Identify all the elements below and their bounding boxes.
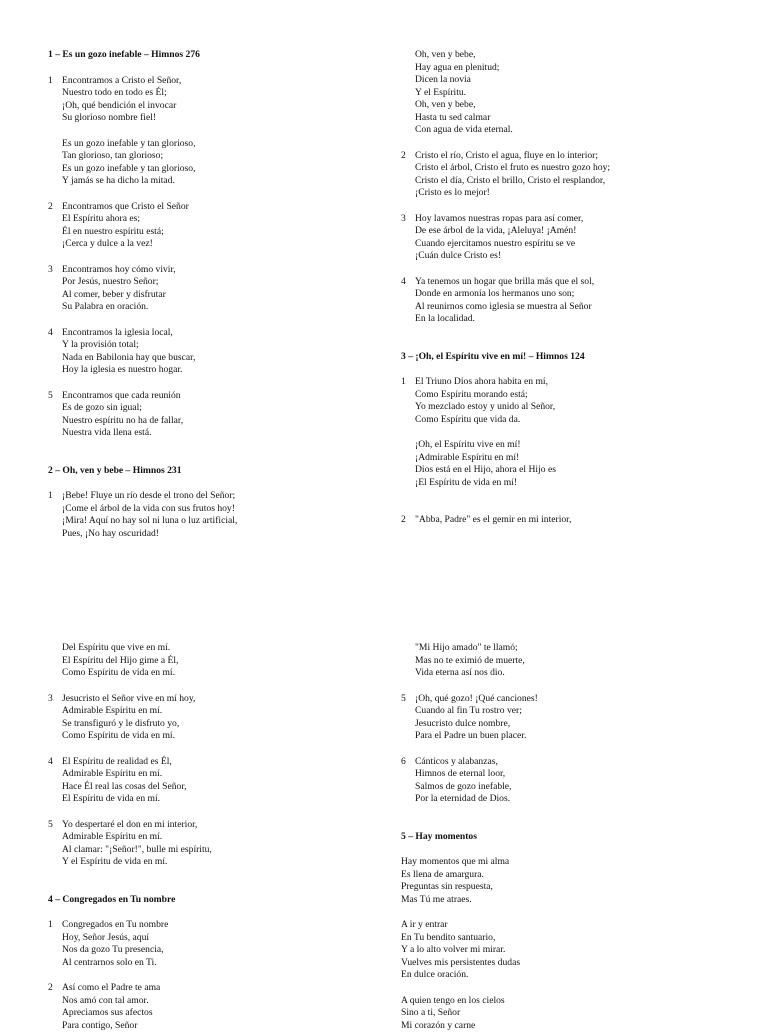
verse bbox=[401, 376, 741, 426]
verse bbox=[401, 693, 741, 743]
spacer bbox=[401, 982, 741, 995]
verse-line: Mi corazón y carne bbox=[401, 1020, 741, 1032]
verse-number: 2 bbox=[48, 982, 53, 995]
verse-line: Y el Espíritu. bbox=[401, 87, 741, 100]
verse-line: Encontramos hoy cómo vivir, bbox=[48, 264, 388, 277]
stanza bbox=[401, 856, 741, 906]
verse-line: Vuelves mis persistentes dudas bbox=[401, 957, 741, 970]
verse bbox=[48, 138, 388, 188]
page1-left-column bbox=[48, 49, 388, 540]
verse-number: 3 bbox=[48, 693, 53, 706]
verse-line: ¡Oh, qué gozo! ¡Qué canciones! bbox=[401, 693, 741, 706]
spacer bbox=[48, 806, 388, 819]
verse-number: 6 bbox=[401, 756, 406, 769]
verse bbox=[401, 49, 741, 137]
verse bbox=[48, 264, 388, 314]
verse-line: El Espíritu del Hijo gime a Él, bbox=[48, 655, 388, 668]
verse-line: Al comer, beber y disfrutar bbox=[48, 289, 388, 302]
verse-number: 1 bbox=[401, 376, 406, 389]
verse-line: Salmos de gozo inefable, bbox=[401, 781, 741, 794]
verse-line: Hasta tu sed calmar bbox=[401, 112, 741, 125]
verse-line: Cristo el día, Cristo el brillo, Cristo el resplandor, bbox=[401, 175, 741, 188]
verse-line: Sino a ti, Señor bbox=[401, 1007, 741, 1020]
verse-line: Es llena de amargura. bbox=[401, 869, 741, 882]
spacer bbox=[48, 188, 388, 201]
verse-line: ¡Mira! Aquí no hay sol ni luna o luz artificial, bbox=[48, 515, 388, 528]
verse bbox=[48, 819, 388, 869]
verse-line: Es de gozo sin igual; bbox=[48, 402, 388, 415]
verse-number: 1 bbox=[48, 919, 53, 932]
verse bbox=[401, 756, 741, 806]
verse-line: Así como el Padre te ama bbox=[48, 982, 388, 995]
spacer bbox=[48, 906, 388, 919]
spacer bbox=[401, 363, 741, 376]
stanza bbox=[401, 919, 741, 982]
verse-line: Y jamás se ha dicho la mitad. bbox=[48, 175, 388, 188]
verse bbox=[401, 514, 741, 527]
verse-line: Como Espíritu que vida da. bbox=[401, 414, 741, 427]
verse-line: Yo mezclado estoy y unido al Señor, bbox=[401, 401, 741, 414]
verse-line: Con agua de vida eternal. bbox=[401, 124, 741, 137]
spacer bbox=[48, 869, 388, 894]
verse-number: 5 bbox=[48, 819, 53, 832]
verse-line: Cánticos y alabanzas, bbox=[401, 756, 741, 769]
verse-line: De ese árbol de la vida, ¡Aleluya! ¡Amén! bbox=[401, 225, 741, 238]
verse-number: 5 bbox=[48, 390, 53, 403]
verse-line: Admirable Espíritu en mí. bbox=[48, 831, 388, 844]
verse bbox=[48, 490, 388, 540]
verse-line: ¡Oh, el Espíritu vive en mí! bbox=[401, 439, 741, 452]
verse-number: 4 bbox=[48, 756, 53, 769]
verse-line: Pues, ¡No hay oscuridad! bbox=[48, 528, 388, 541]
verse-number: 3 bbox=[48, 264, 53, 277]
spacer bbox=[48, 680, 388, 693]
spacer bbox=[401, 906, 741, 919]
verse-number: 1 bbox=[48, 490, 53, 503]
verse-line: Del Espíritu que vive en mí. bbox=[48, 642, 388, 655]
verse-number: 4 bbox=[48, 327, 53, 340]
verse-line: Nada en Babilonia hay que buscar, bbox=[48, 352, 388, 365]
spacer bbox=[401, 843, 741, 856]
verse-line: ¡El Espíritu de vida en mí! bbox=[401, 477, 741, 490]
verse-line: ¡Oh, qué bendición el invocar bbox=[48, 100, 388, 113]
verse-line: Y a lo alto volver mi mirar. bbox=[401, 944, 741, 957]
verse-line: Y la provisión total; bbox=[48, 339, 388, 352]
verse-line: "Mi Hijo amado" te llamó; bbox=[401, 642, 741, 655]
verse-line: En Tu bendito santuario, bbox=[401, 932, 741, 945]
verse-line: Cuando ejercitamos nuestro espíritu se ve bbox=[401, 238, 741, 251]
verse-line: Nos da gozo Tu presencia, bbox=[48, 944, 388, 957]
verse-line: Para el Padre un buen placer. bbox=[401, 730, 741, 743]
hymn-title: 4 – Congregados en Tu nombre bbox=[48, 894, 388, 907]
verse-line: Dios está en el Hijo, ahora el Hijo es bbox=[401, 464, 741, 477]
verse-line: Su Palabra en oración. bbox=[48, 301, 388, 314]
hymn-title: 2 – Oh, ven y bebe – Himnos 231 bbox=[48, 465, 388, 478]
hymn-title: 5 – Hay momentos bbox=[401, 831, 741, 844]
verse bbox=[401, 642, 741, 680]
verse bbox=[48, 201, 388, 251]
verse-line: Cuando al fin Tu rostro ver; bbox=[401, 705, 741, 718]
verse bbox=[48, 982, 388, 1032]
verse bbox=[401, 213, 741, 263]
verse-line: ¡Bebe! Fluye un río desde el trono del Señor; bbox=[48, 490, 388, 503]
verse-number: 2 bbox=[401, 150, 406, 163]
spacer bbox=[401, 137, 741, 150]
verse-line: El Triuno Dios ahora habita en mí, bbox=[401, 376, 741, 389]
verse-line: Cristo el árbol, Cristo el fruto es nuestro gozo hoy; bbox=[401, 162, 741, 175]
verse-line: Encontramos que Cristo el Señor bbox=[48, 201, 388, 214]
verse-line: Y el Espíritu de vida en mí. bbox=[48, 856, 388, 869]
verse-line: A quien tengo en los cielos bbox=[401, 995, 741, 1008]
verse-line: Al reunirnos como iglesia se muestra al Señor bbox=[401, 301, 741, 314]
verse bbox=[401, 276, 741, 326]
verse-line: Jesucristo el Señor vive en mí hoy, bbox=[48, 693, 388, 706]
verse-line: Cristo el río, Cristo el agua, fluye en lo interior; bbox=[401, 150, 741, 163]
verse-number: 3 bbox=[401, 213, 406, 226]
verse-line: Apreciamos sus afectos bbox=[48, 1007, 388, 1020]
verse-line: ¡Admirable Espíritu en mí! bbox=[401, 452, 741, 465]
verse-number: 2 bbox=[48, 201, 53, 214]
spacer bbox=[48, 743, 388, 756]
page2-left-column bbox=[48, 642, 388, 1032]
verse-line: El Espíritu ahora es; bbox=[48, 213, 388, 226]
verse bbox=[48, 919, 388, 969]
verse-line: "Abba, Padre" es el gemir en mi interior, bbox=[401, 514, 741, 527]
spacer bbox=[401, 200, 741, 213]
verse-line: Oh, ven y bebe, bbox=[401, 99, 741, 112]
verse-line: Admirable Espíritu en mí. bbox=[48, 768, 388, 781]
verse-line: Se transfiguró y le disfruto yo, bbox=[48, 718, 388, 731]
verse-line: Dicen la novia bbox=[401, 74, 741, 87]
verse-line: Su glorioso nombre fiel! bbox=[48, 112, 388, 125]
spacer bbox=[48, 125, 388, 138]
verse-line: El Espíritu de realidad es Él, bbox=[48, 756, 388, 769]
page1-right-column bbox=[401, 49, 741, 527]
verse-number: 1 bbox=[48, 75, 53, 88]
verse bbox=[48, 693, 388, 743]
verse-line: Hay momentos que mi alma bbox=[401, 856, 741, 869]
verse-line: Donde en armonía los hermanos uno son; bbox=[401, 288, 741, 301]
spacer bbox=[48, 62, 388, 75]
verse-number: 2 bbox=[401, 514, 406, 527]
verse-line: Nuestra vida llena está. bbox=[48, 427, 388, 440]
verse bbox=[401, 150, 741, 200]
spacer bbox=[401, 426, 741, 439]
spacer bbox=[48, 477, 388, 490]
verse bbox=[401, 439, 741, 489]
verse-line: Es un gozo inefable y tan glorioso, bbox=[48, 138, 388, 151]
verse-line: Vida eterna así nos dio. bbox=[401, 667, 741, 680]
verse-line: Yo despertaré el don en mi interior, bbox=[48, 819, 388, 832]
verse-line: Hoy lavamos nuestras ropas para así comer, bbox=[401, 213, 741, 226]
hymn-title: 1 – Es un gozo inefable – Himnos 276 bbox=[48, 49, 388, 62]
verse-line: Hoy, Señor Jesús, aquí bbox=[48, 932, 388, 945]
verse-line: Es un gozo inefable y tan glorioso, bbox=[48, 163, 388, 176]
verse-line: Hace Él real las cosas del Señor, bbox=[48, 781, 388, 794]
verse-line: Mas no te eximió de muerte, bbox=[401, 655, 741, 668]
spacer bbox=[401, 680, 741, 693]
spacer bbox=[401, 743, 741, 756]
spacer bbox=[401, 263, 741, 276]
verse-line: Ya tenemos un hogar que brilla más que el sol, bbox=[401, 276, 741, 289]
verse-line: Para contigo, Señor bbox=[48, 1020, 388, 1032]
page2-right-column bbox=[401, 642, 741, 1032]
verse-line: Al centrarnos solo en Ti. bbox=[48, 957, 388, 970]
verse-line: El Espíritu de vida en mí. bbox=[48, 793, 388, 806]
verse bbox=[48, 756, 388, 806]
verse-line: Por Jesús, nuestro Señor; bbox=[48, 276, 388, 289]
verse-line: Oh, ven y bebe, bbox=[401, 49, 741, 62]
verse bbox=[48, 390, 388, 440]
verse-line: Encontramos que cada reunión bbox=[48, 390, 388, 403]
verse-line: Jesucristo dulce nombre, bbox=[401, 718, 741, 731]
spacer bbox=[401, 806, 741, 831]
verse-line: Nos amó con tal amor. bbox=[48, 995, 388, 1008]
verse-line: Encontramos a Cristo el Señor, bbox=[48, 75, 388, 88]
verse-line: Congregados en Tu nombre bbox=[48, 919, 388, 932]
verse-number: 5 bbox=[401, 693, 406, 706]
verse-number: 4 bbox=[401, 276, 406, 289]
spacer bbox=[48, 314, 388, 327]
verse-line: ¡Cuán dulce Cristo es! bbox=[401, 250, 741, 263]
spacer bbox=[48, 251, 388, 264]
verse-line: Hay agua en plenitud; bbox=[401, 62, 741, 75]
verse-line: Encontramos la iglesia local, bbox=[48, 327, 388, 340]
verse bbox=[48, 642, 388, 680]
verse-line: Admirable Espíritu en mí. bbox=[48, 705, 388, 718]
verse-line: Al clamar: "¡Señor!", bulle mi espíritu, bbox=[48, 844, 388, 857]
hymn-title: 3 – ¡Oh, el Espíritu vive en mí! – Himnos 124 bbox=[401, 351, 741, 364]
spacer bbox=[48, 969, 388, 982]
verse-line: Hoy la iglesia es nuestro hogar. bbox=[48, 364, 388, 377]
verse-line: ¡Cerca y dulce a la vez! bbox=[48, 238, 388, 251]
page-bottom bbox=[0, 560, 768, 1024]
verse-line: Como Espíritu de vida en mí. bbox=[48, 667, 388, 680]
stanza bbox=[401, 995, 741, 1032]
verse-line: Tan glorioso, tan glorioso; bbox=[48, 150, 388, 163]
verse bbox=[48, 75, 388, 125]
spacer bbox=[48, 377, 388, 390]
verse-line: Como Espíritu morando está; bbox=[401, 389, 741, 402]
verse-line: Él en nuestro espíritu está; bbox=[48, 226, 388, 239]
verse-line: Nuestro todo en todo es Él; bbox=[48, 87, 388, 100]
verse-line: ¡Cristo es lo mejor! bbox=[401, 187, 741, 200]
verse-line: A ir y entrar bbox=[401, 919, 741, 932]
verse-line: Preguntas sin respuesta, bbox=[401, 881, 741, 894]
verse-line: Como Espíritu de vida en mí. bbox=[48, 730, 388, 743]
spacer bbox=[401, 326, 741, 351]
verse-line: Mas Tú me atraes. bbox=[401, 894, 741, 907]
verse-line: Por la eternidad de Dios. bbox=[401, 793, 741, 806]
spacer bbox=[48, 440, 388, 465]
verse-line: En dulce oración. bbox=[401, 969, 741, 982]
spacer bbox=[401, 489, 741, 514]
verse-line: ¡Come el árbol de la vida con sus frutos hoy! bbox=[48, 503, 388, 516]
verse-line: Himnos de eternal loor, bbox=[401, 768, 741, 781]
verse-line: En la localidad. bbox=[401, 313, 741, 326]
verse-line: Nuestro espíritu no ha de fallar, bbox=[48, 415, 388, 428]
verse bbox=[48, 327, 388, 377]
